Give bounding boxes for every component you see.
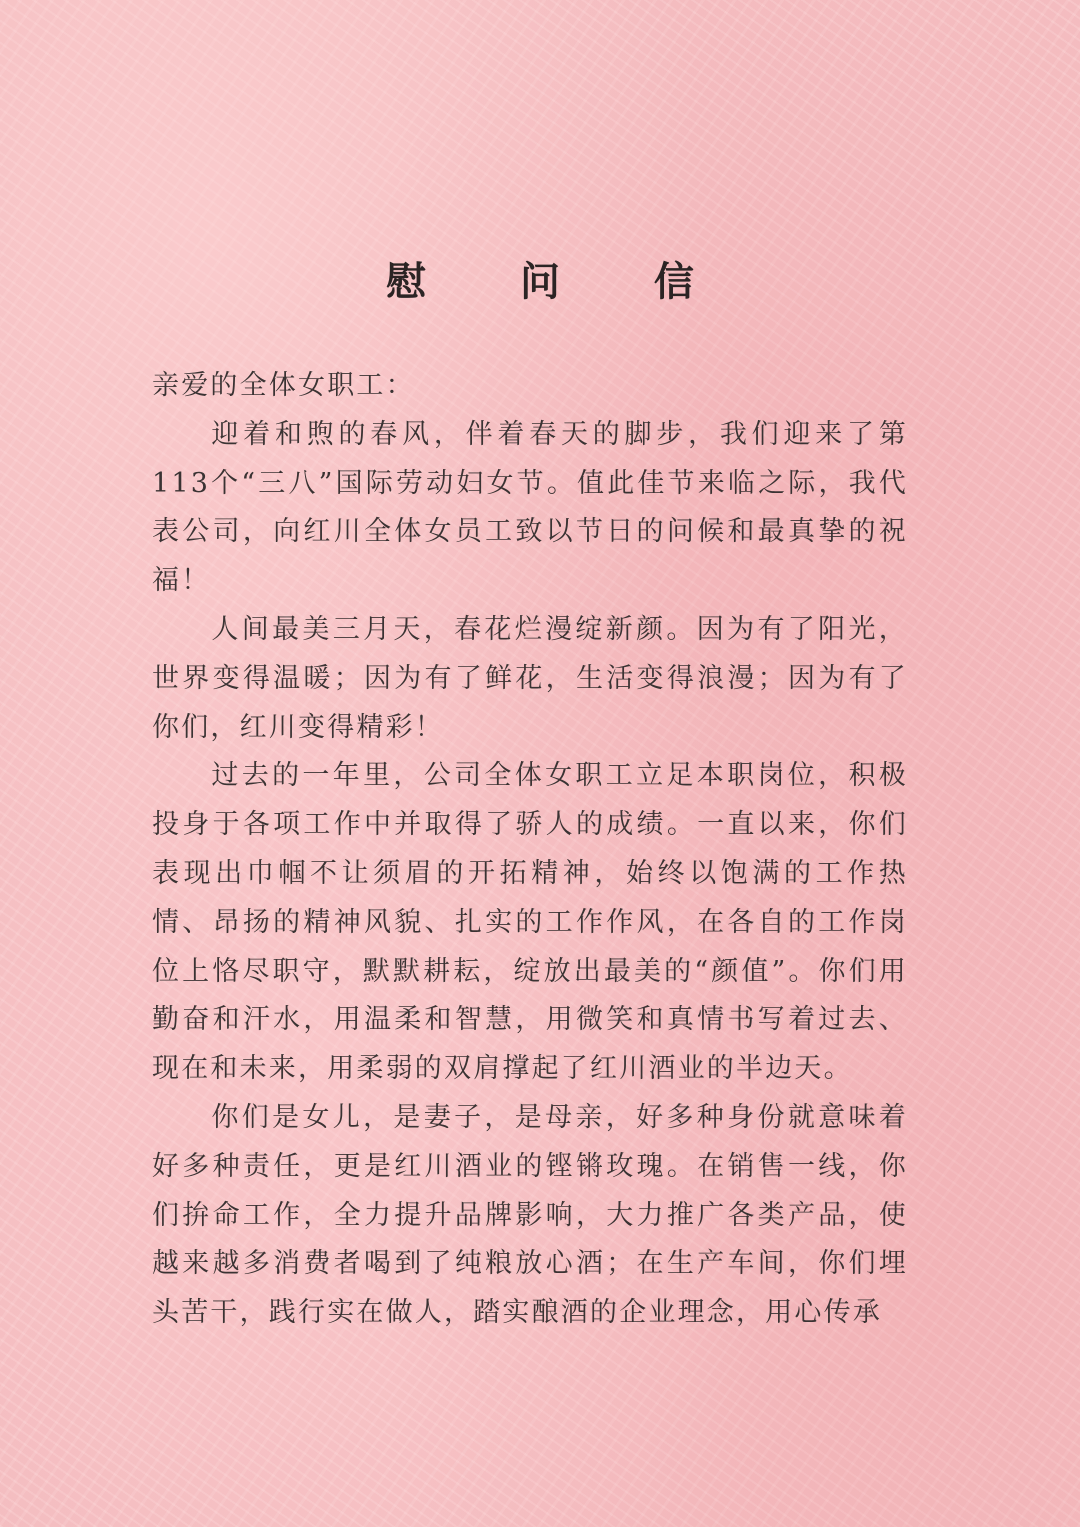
letter-paragraph-3: 过去的一年里，公司全体女职工立足本职岗位，积极投身于各项工作中并取得了骄人的成绩。一直以来，你们表现出巾帼不让须眉的开拓精神，始终以饱满的工作热情、昂扬的精神风貌、扎实的工作作风，在各自的工作岗位上恪尽职守，默默耕耘，绽放出最美的“颜值”。你们用勤奋和汗水，用温柔和智慧，用微笑和真情书写着过去、现在和未来，用柔弱的双肩撑起了红川酒业的半边天。 — [152, 760, 908, 1085]
letter-title: 慰 问 信 — [386, 258, 734, 305]
letter-paragraph-2: 人间最美三月天，春花烂漫绽新颜。因为有了阳光，世界变得温暖；因为有了鲜花，生活变得浪漫；因为有了你们，红川变得精彩！ — [152, 613, 908, 743]
letter-paragraph-4: 你们是女儿，是妻子，是母亲，好多种身份就意味着好多种责任，更是红川酒业的铿锵玫瑰。在销售一线，你们拚命工作，全力提升品牌影响，大力推广各类产品，使越来越多消费者喝到了纯粮放心酒；在生产车间，你们埋头苦干，践行实在做人，踏实酿酒的企业理念，用心传承 — [152, 1101, 908, 1329]
letter-body — [152, 362, 908, 1338]
letter-paragraph-1: 迎着和煦的春风，伴着春天的脚步，我们迎来了第113个“三八”国际劳动妇女节。值此佳节来临之际，我代表公司，向红川全体女员工致以节日的问候和最真挚的祝福！ — [152, 418, 908, 597]
letter-greeting: 亲爱的全体女职工： — [152, 370, 415, 401]
